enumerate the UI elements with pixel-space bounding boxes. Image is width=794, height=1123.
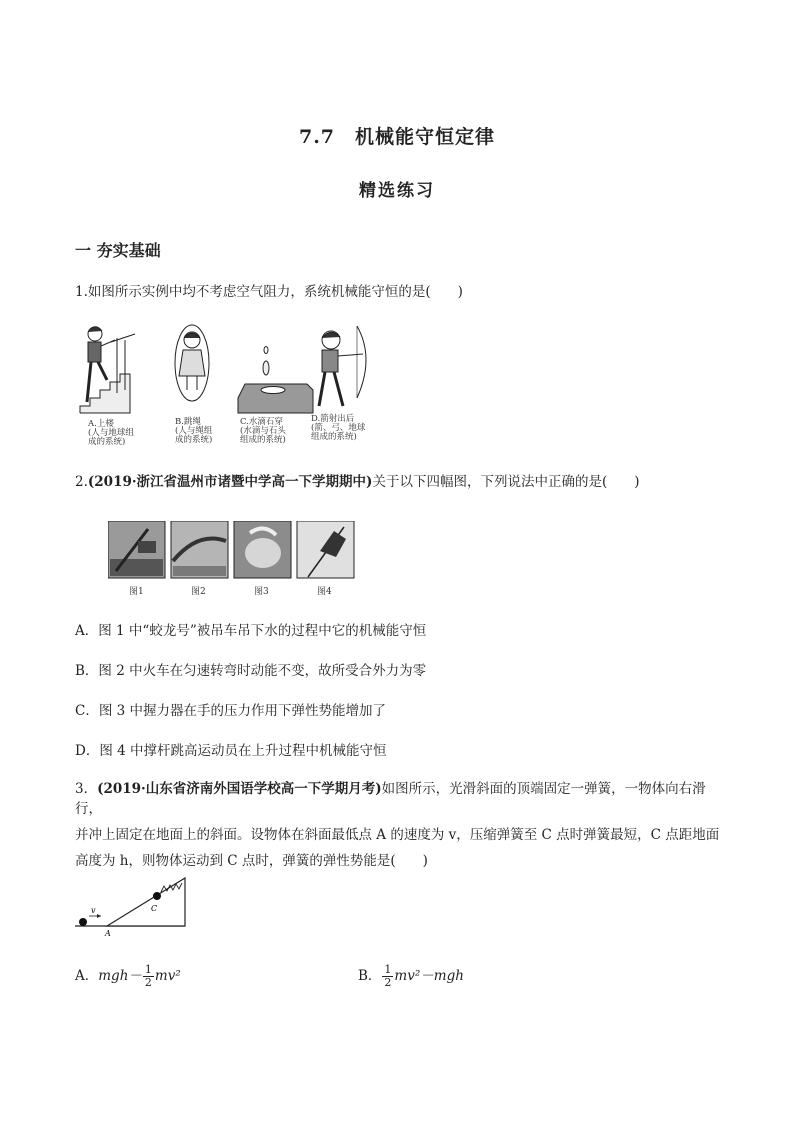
question-1-illustrations <box>75 318 375 418</box>
archer-figure <box>319 326 366 406</box>
photo-crane <box>108 521 165 578</box>
point-c-label: C <box>151 904 158 913</box>
page-title: 7.7 机械能守恒定律 <box>298 126 496 148</box>
photo-train <box>171 521 228 578</box>
photo-pole-vault <box>297 521 354 578</box>
figure-label-2: 图2 <box>191 587 206 597</box>
question-2-option-d: D．图 4 中撑杆跳高运动员在上升过程中机械能守恒 <box>75 743 387 759</box>
question-2-option-b: B．图 2 中火车在匀速转弯时动能不变，故所受合外力为零 <box>75 663 427 679</box>
question-3-text: 3．(2019·山东省济南外国语学校高一下学期月考)如图所示，光滑斜面的顶端固定一弹簧，一物体向右滑行， 并冲上固定在地面上的斜面。设物体在斜面最低点 A 的速度为 v，压缩弹簧至 C 点时弹簧最短，C 点距地面 高度为 h，则物体运动到 C 点时，弹簧的弹性势能是( ) <box>75 781 720 869</box>
caption-b: B.跳绳 (人与绳组 成的系统) <box>175 417 213 445</box>
question-3-option-b: B． $\frac{1}{2}$ mv²－mgh <box>358 963 464 989</box>
caption-a: A.上楼 (人与地球组 成的系统) <box>88 419 134 447</box>
velocity-label: v <box>91 906 96 915</box>
caption-c: C.水滴石穿 (水滴与石头 组成的系统) <box>240 417 286 445</box>
section-heading: 一 夯实基础 <box>75 241 161 260</box>
question-2-option-a: A．图 1 中“蛟龙号”被吊车吊下水的过程中它的机械能守恒 <box>75 623 427 639</box>
incline-spring-diagram <box>73 870 193 940</box>
question-3-option-a: A．mgh－ $\frac{1}{2}$ mv² <box>75 963 181 989</box>
caption-d: D.箭射出后 (箭、弓、地球 组成的系统) <box>311 414 366 442</box>
figure-label-4: 图4 <box>317 587 332 597</box>
question-2-option-c: C．图 3 中握力器在手的压力作用下弹性势能增加了 <box>75 703 387 719</box>
water-drop-stone-figure <box>238 347 313 414</box>
figure-label-3: 图3 <box>254 587 269 597</box>
photo-hand-grip <box>234 521 291 578</box>
question-1-text: 1.如图所示实例中均不考虑空气阻力，系统机械能守恒的是( ) <box>75 284 463 300</box>
stairs-figure <box>80 327 135 413</box>
question-2-text: 2.(2019·浙江省温州市诸暨中学高一下学期期中)关于以下四幅图，下列说法中正确的是( ) <box>75 474 640 490</box>
jump-rope-figure <box>175 325 209 401</box>
figure-label-1: 图1 <box>129 587 144 597</box>
point-a-label: A <box>105 929 111 938</box>
question-2-photos <box>108 521 356 581</box>
page-subtitle: 精选练习 <box>359 181 435 201</box>
